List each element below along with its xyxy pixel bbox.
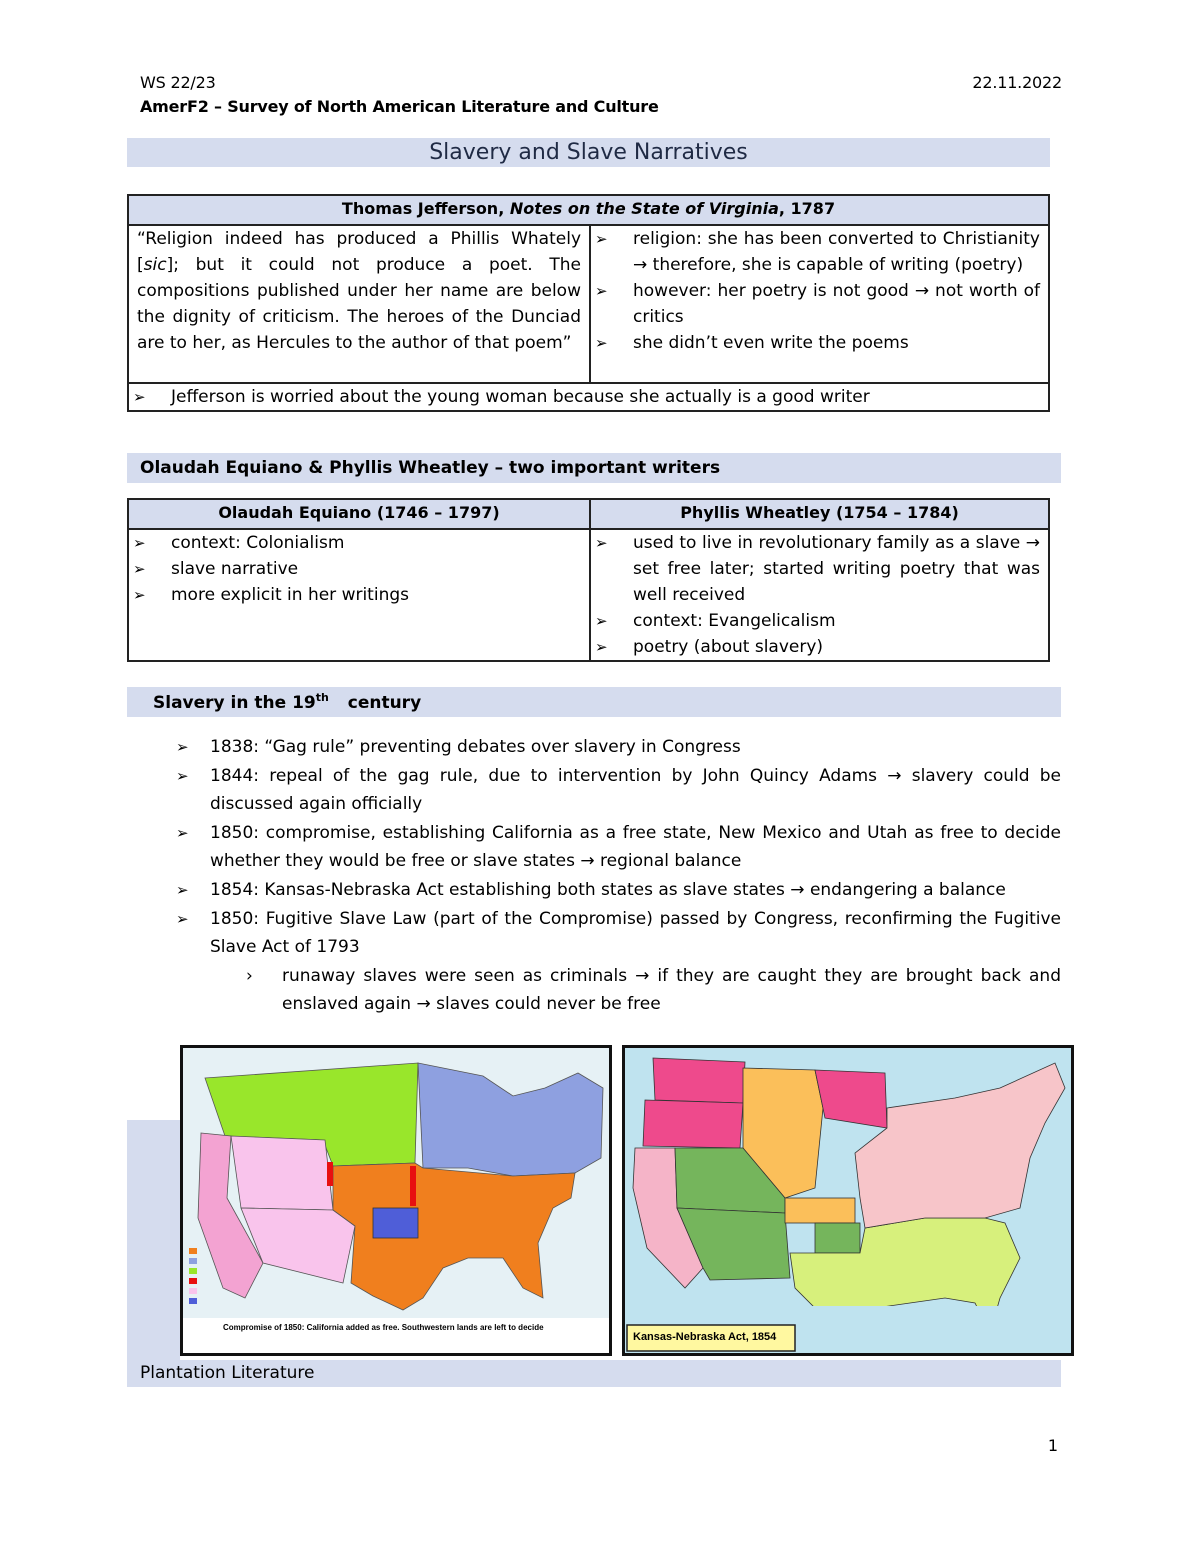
jefferson-notes-cell	[590, 225, 1049, 383]
list-item: ➢ 1850: Fugitive Slave Law (part of the Compromise) passed by Congress, reconfirming the Fugitive Slave Act of 1793	[176, 905, 1061, 962]
map-1854-graphic	[625, 1048, 1071, 1353]
page-title: Slavery and Slave Narratives	[429, 140, 748, 165]
list-item: ➢ used to live in revolutionary family as a slave → set free later; started writing poetry that was well received	[595, 530, 1040, 608]
title-superscript: th	[315, 691, 329, 705]
map-1854-caption: Kansas-Nebraska Act, 1854	[633, 1331, 777, 1343]
heading-year: , 1787	[778, 199, 836, 218]
list-item: ➢ 1850: compromise, establishing California as a free state, New Mexico and Utah as free to decide whether they would be free or slave states → regional balance	[176, 819, 1061, 876]
date-label: 22.11.2022	[972, 73, 1062, 92]
list-item: ➢ religion: she has been converted to Christianity → therefore, she is capable of writing (poetry)	[595, 226, 1040, 278]
wheatley-cell	[590, 529, 1049, 661]
century-section-title	[127, 691, 421, 713]
jefferson-summary-cell	[128, 383, 1049, 411]
semester-label: WS 22/23	[140, 73, 216, 92]
equiano-cell	[128, 529, 590, 661]
equiano-list	[133, 530, 581, 608]
kansas-nebraska-map	[622, 1045, 1074, 1356]
writers-table	[127, 498, 1050, 662]
century-list	[176, 733, 1061, 1019]
list-item: ➢ poetry (about slavery)	[595, 634, 1040, 660]
wheatley-list	[595, 530, 1040, 660]
writers-section-band	[127, 453, 1061, 483]
compromise-1850-map	[180, 1045, 612, 1356]
map-1850-caption: Compromise of 1850: California added as free. Southwestern lands are left to decide	[223, 1323, 544, 1332]
list-item: ➢ more explicit in her writings	[133, 582, 581, 608]
map-1850-graphic	[183, 1048, 609, 1353]
writers-section-title: Olaudah Equiano & Phyllis Wheatley – two important writers	[140, 458, 721, 478]
list-item: ➢ however: her poetry is not good → not worth of critics	[595, 278, 1040, 330]
sub-list-item: › runaway slaves were seen as criminals → if they are caught they are brought back and enslaved again → slaves could never be free	[176, 962, 1061, 1019]
quote-part-b: ]; but it could not produce a poet. The compositions published under her name are below the dignity of criticism. The heroes of the Dunciad are to her, as Hercules to the author of that poem”	[137, 255, 581, 353]
jefferson-quote-cell	[128, 225, 590, 383]
plantation-title: Plantation Literature	[140, 1363, 315, 1383]
page-number: 1	[1047, 1436, 1058, 1455]
title-band	[127, 138, 1050, 167]
list-item: ➢ context: Colonialism	[133, 530, 581, 556]
century-section-band	[127, 687, 1061, 717]
plantation-band	[127, 1360, 1061, 1387]
list-item: ➢ 1838: “Gag rule” preventing debates over slavery in Congress	[176, 733, 1061, 762]
title-part: century	[341, 692, 422, 713]
century-list-container	[176, 733, 1061, 1019]
heading-author: Thomas Jefferson,	[341, 199, 510, 218]
list-item: ➢ 1854: Kansas-Nebraska Act establishing both states as slave states → endangering a balance	[176, 876, 1061, 905]
jefferson-notes-list	[595, 226, 1040, 356]
jefferson-table	[127, 194, 1050, 412]
list-item: ➢ context: Evangelicalism	[595, 608, 1040, 634]
side-band	[127, 1120, 180, 1360]
summary-list	[133, 384, 1040, 410]
list-item: ➢ 1844: repeal of the gag rule, due to intervention by John Quincy Adams → slavery could be discussed again officially	[176, 762, 1061, 819]
wheatley-header: Phyllis Wheatley (1754 – 1784)	[590, 499, 1049, 529]
quote-part-a: “Religion indeed has produced a Phillis Whately [	[137, 229, 581, 275]
jefferson-table-header	[128, 195, 1049, 225]
heading-work: Notes on the State of Virginia	[509, 199, 779, 218]
quote-sic: sic	[143, 255, 167, 275]
course-title: AmerF2 – Survey of North American Literature and Culture	[140, 97, 659, 116]
equiano-header: Olaudah Equiano (1746 – 1797)	[128, 499, 590, 529]
summary-item: ➢ Jefferson is worried about the young woman because she actually is a good writer	[133, 384, 1040, 410]
title-part: Slavery in the 19	[153, 692, 316, 713]
list-item: ➢ slave narrative	[133, 556, 581, 582]
list-item: ➢ she didn’t even write the poems	[595, 330, 1040, 356]
